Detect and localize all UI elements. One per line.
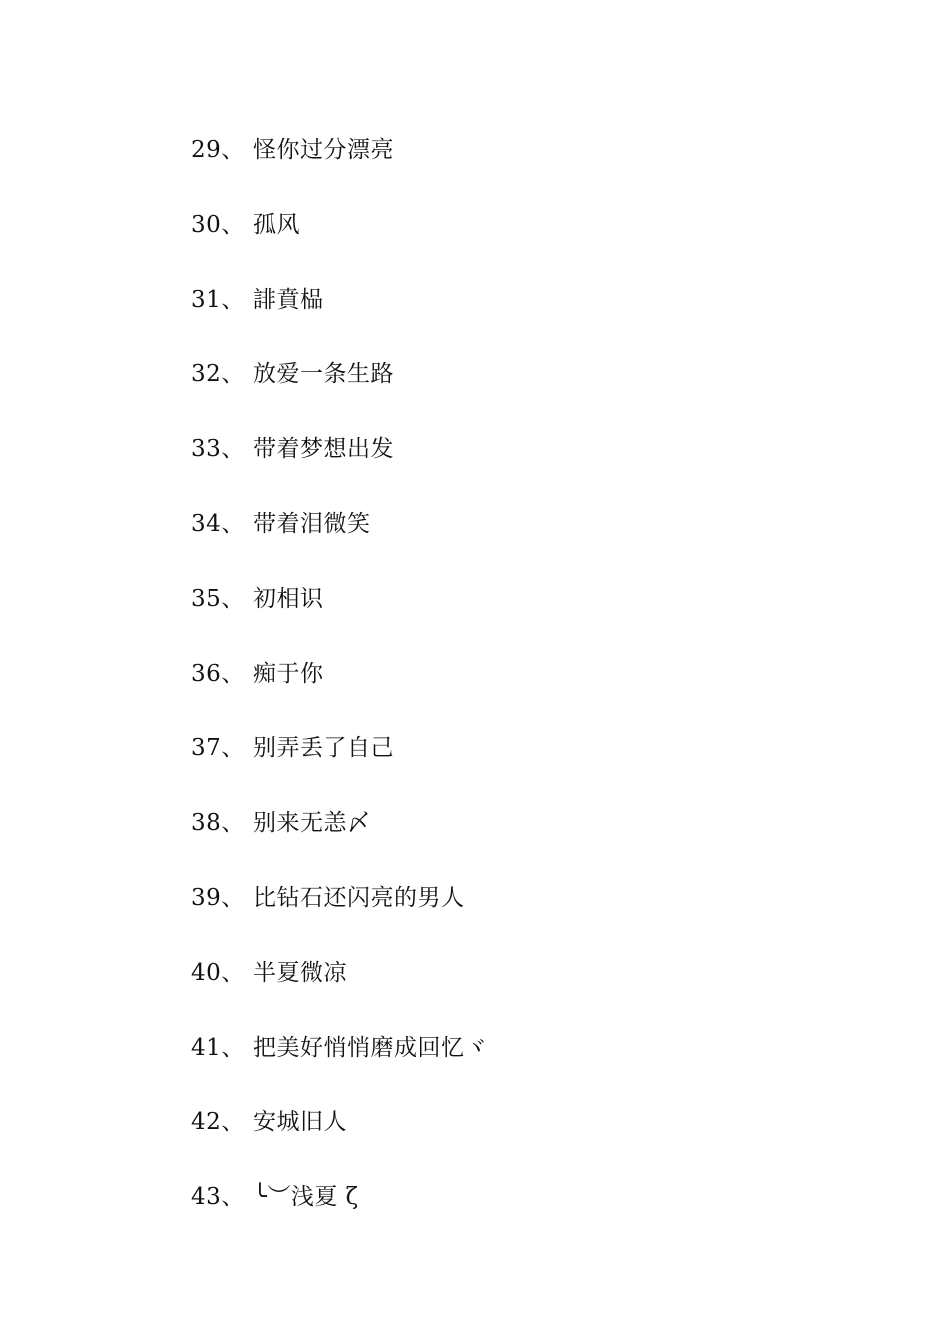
item-text: 孤风 — [253, 211, 300, 238]
item-number: 30、 — [191, 211, 245, 238]
item-text: 带着梦想出发 — [253, 436, 394, 463]
item-number: 32、 — [191, 361, 245, 388]
item-text: 怪你过分漂亮 — [253, 137, 394, 163]
item-text: ╰︶浅夏 ζ — [253, 1184, 359, 1211]
list-item — [191, 804, 488, 879]
list-item — [191, 1029, 488, 1104]
list-item — [191, 206, 488, 281]
list-item — [191, 655, 488, 730]
list-item — [191, 505, 488, 580]
item-number: 36、 — [191, 660, 245, 687]
item-text: 把美好悄悄磨成回忆ヾ — [253, 1034, 488, 1061]
item-number: 43、 — [191, 1184, 245, 1211]
list-item — [191, 580, 488, 655]
item-number: 41、 — [191, 1034, 245, 1061]
item-number: 38、 — [191, 810, 245, 837]
item-number: 33、 — [191, 436, 245, 463]
list-item — [191, 1103, 488, 1178]
item-text: 痴于你 — [253, 660, 324, 687]
item-number: 42、 — [191, 1109, 245, 1136]
list-item — [191, 355, 488, 430]
item-number: 35、 — [191, 585, 245, 612]
list-item — [191, 1178, 488, 1253]
item-text: 比钻石还闪亮的男人 — [253, 884, 465, 911]
list-item — [191, 729, 488, 804]
item-number: 31、 — [191, 286, 245, 313]
list-item — [191, 954, 488, 1029]
item-text: 誹賁榀 — [253, 286, 324, 313]
item-number: 40、 — [191, 959, 245, 986]
item-text: 放爱一条生路 — [253, 361, 394, 388]
list-item — [191, 430, 488, 505]
list-item — [191, 131, 488, 206]
item-text: 安城旧人 — [253, 1109, 347, 1136]
item-text: 别来无恙〆 — [253, 810, 371, 837]
item-number: 29、 — [191, 137, 245, 163]
item-text: 带着泪微笑 — [253, 510, 371, 537]
item-number: 39、 — [191, 884, 245, 911]
list-item — [191, 281, 488, 356]
item-text: 半夏微凉 — [253, 959, 347, 986]
item-text: 别弄丢了自己 — [253, 735, 394, 762]
item-number: 37、 — [191, 735, 245, 762]
list-item — [191, 879, 488, 954]
item-number: 34、 — [191, 510, 245, 537]
numbered-list — [191, 131, 488, 1253]
item-text: 初相识 — [253, 585, 324, 612]
